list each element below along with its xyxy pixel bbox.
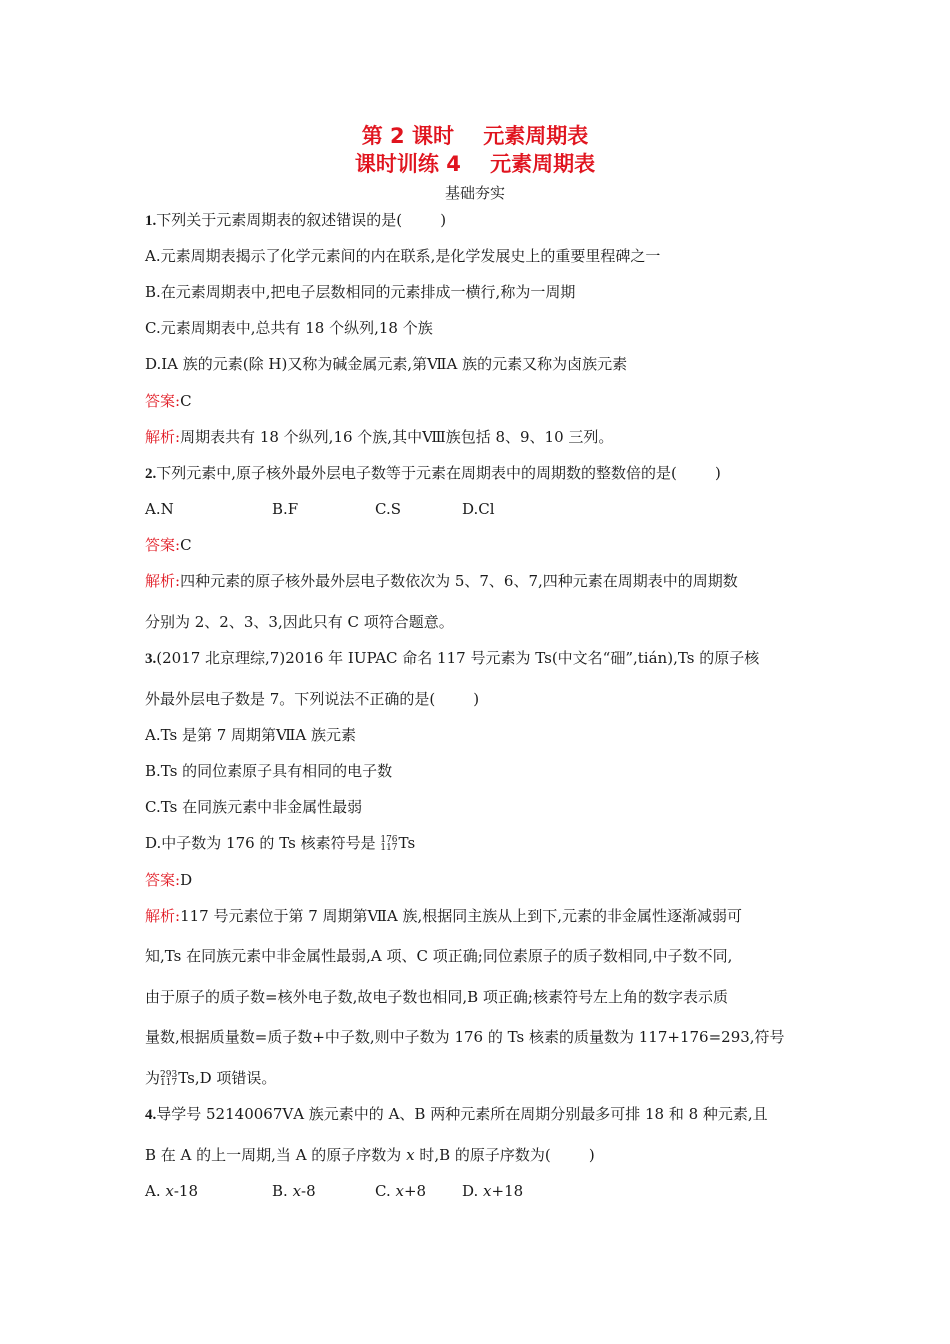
question-3-option-c: C.Ts 在同族元素中非金属性最弱	[145, 798, 363, 816]
lesson-title: 第 2 课时 元素周期表	[361, 124, 589, 148]
question-4-option-d: D. x+18	[462, 1182, 524, 1200]
question-3-analysis-line2: 知,Ts 在同族元素中非金属性最弱,A 项、C 项正确;同位素原子的质子数相同,中子数不同,	[145, 947, 733, 965]
question-3-option-a: A.Ts 是第 7 周期第ⅦA 族元素	[145, 726, 357, 744]
question-4-stem-cont: B 在 A 的上一周期,当 A 的原子序数为 x 时,B 的原子序数为( )	[145, 1146, 595, 1164]
question-2-option-c: C.S	[375, 500, 401, 518]
question-3-stem-cont: 外最外层电子数是 7。下列说法不正确的是( )	[145, 690, 480, 708]
question-4-option-c: C. x+8	[375, 1182, 427, 1200]
question-2-analysis-cont: 分别为 2、2、3、3,因此只有 C 项符合题意。	[145, 613, 454, 631]
question-2-answer: 答案:C	[145, 536, 192, 554]
question-2-option-b: B.F	[272, 500, 299, 518]
question-3-analysis-line5: 为 293 117 Ts,D 项错误。	[145, 1069, 277, 1088]
question-2-option-a: A.N	[145, 500, 174, 518]
question-4-option-b: B. x-8	[272, 1182, 316, 1200]
section-heading: 基础夯实	[444, 184, 505, 202]
question-number: 1.	[145, 213, 157, 229]
question-4-option-a: A. x-18	[145, 1182, 198, 1200]
question-3-answer: 答案:D	[145, 871, 193, 889]
question-3-analysis-line3: 由于原子的质子数=核外电子数,故电子数也相同,B 项正确;核素符号左上角的数字表示质	[145, 988, 728, 1006]
question-4-stem: 4.导学号 52140067ⅤA 族元素中的 A、B 两种元素所在周期分别最多可排 18 和 8 种元素,且	[145, 1105, 768, 1123]
question-1-option-b: B.在元素周期表中,把电子层数相同的元素排成一横行,称为一周期	[145, 283, 576, 301]
question-1-option-c: C.元素周期表中,总共有 18 个纵列,18 个族	[145, 319, 433, 337]
exercise-title: 课时训练 4 元素周期表	[354, 152, 596, 176]
question-number: 3.	[145, 651, 157, 667]
nuclide-notation: 176 117	[380, 835, 398, 853]
question-3-analysis: 解析:117 号元素位于第 7 周期第ⅦA 族,根据同主族从上到下,元素的非金属性逐渐减弱可	[145, 907, 743, 925]
question-1-option-a: A.元素周期表揭示了化学元素间的内在联系,是化学发展史上的重要里程碑之一	[145, 247, 661, 265]
question-3-option-d: D.中子数为 176 的 Ts 核素符号是 176 117 Ts	[145, 834, 416, 853]
question-3-analysis-line4: 量数,根据质量数=质子数+中子数,则中子数为 176 的 Ts 核素的质量数为 117+176=293,符号	[145, 1028, 785, 1046]
question-3-option-b: B.Ts 的同位素原子具有相同的电子数	[145, 762, 393, 780]
question-2-stem: 2.下列元素中,原子核外最外层电子数等于元素在周期表中的周期数的整数倍的是( )	[145, 464, 721, 482]
question-number: 2.	[145, 466, 157, 482]
question-3-stem: 3.(2017 北京理综,7)2016 年 IUPAC 命名 117 号元素为 Ts(中文名“鿬”,tián),Ts 的原子核	[145, 649, 760, 667]
question-2-option-d: D.Cl	[462, 500, 495, 518]
question-1-answer: 答案:C	[145, 392, 192, 410]
question-2-analysis: 解析:四种元素的原子核外最外层电子数依次为 5、7、6、7,四种元素在周期表中的周期数	[145, 572, 738, 590]
nuclide-notation: 293 117	[160, 1070, 178, 1088]
question-number: 4.	[145, 1107, 157, 1123]
question-1-stem: 1.下列关于元素周期表的叙述错误的是( )	[145, 211, 447, 229]
question-1-analysis: 解析:周期表共有 18 个纵列,16 个族,其中Ⅷ族包括 8、9、10 三列。	[145, 428, 614, 446]
question-1-option-d: D.ⅠA 族的元素(除 H)又称为碱金属元素,第ⅦA 族的元素又称为卤族元素	[145, 355, 628, 373]
